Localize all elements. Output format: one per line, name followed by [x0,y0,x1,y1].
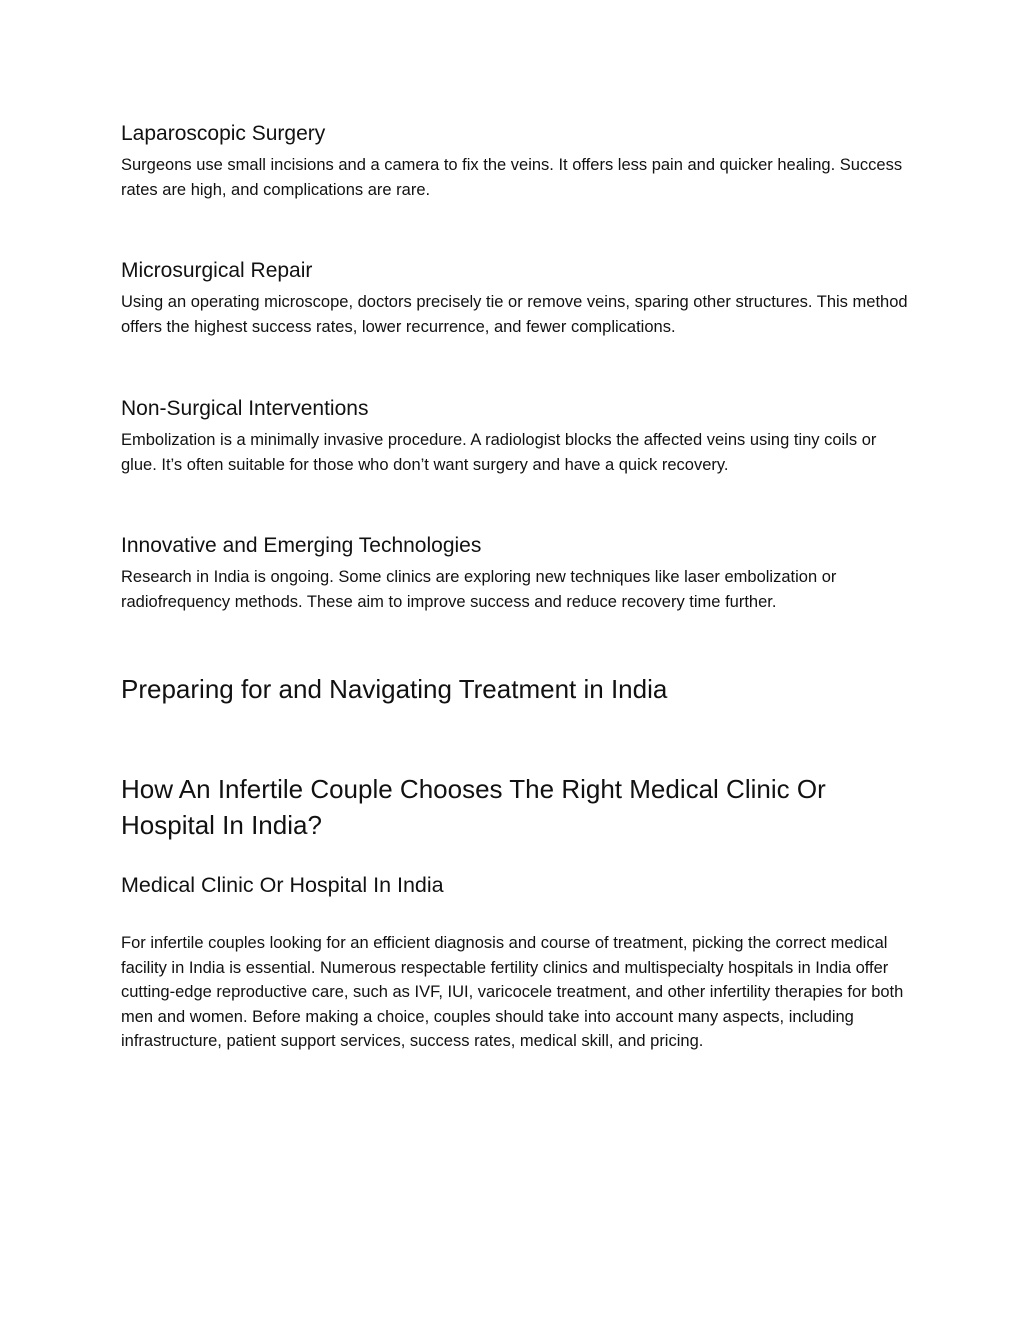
section-body: Surgeons use small incisions and a camera to fix the veins. It offers less pain and quicker healing. Success rates are high, and complications are rare. [121,156,903,199]
section-body: Embolization is a minimally invasive procedure. A radiologist blocks the affected veins using tiny coils or glue. It’s often suitable for those who don’t want surgery and have a quick recovery. [121,431,877,474]
clinic-body-block [121,931,911,1054]
preparing-heading-block [121,671,911,707]
section-body: Using an operating microscope, doctors precisely tie or remove veins, sparing other structures. This method offers the highest success rates, lower recurrence, and fewer complications. [121,293,908,336]
section-body: Research in India is ongoing. Some clinics are exploring new techniques like laser embolization or radiofrequency methods. These aim to improve success and reduce recovery time further. [121,568,837,611]
section-heading: Laparoscopic Surgery [121,122,326,145]
clinic-subheading-block [121,871,911,899]
section-heading: Non-Surgical Interventions [121,397,369,420]
section-heading: Microsurgical Repair [121,259,313,282]
choose-clinic-heading: How An Infertile Couple Chooses The Right Medical Clinic Or Hospital In India? [121,774,826,840]
section-non-surgical-interventions [121,396,911,477]
section-heading: Innovative and Emerging Technologies [121,534,482,557]
preparing-heading: Preparing for and Navigating Treatment in India [121,674,668,704]
clinic-body: For infertile couples looking for an efficient diagnosis and course of treatment, picking the correct medical facility in India is essential. Numerous respectable fertility clinics and multispecialty hospitals in India offer cutting-edge reproductive care, such as IVF, IUI, varicocele treatment, and other infertility therapies for both men and women. Before making a choice, couples should take into account many aspects, including infrastructure, patient support services, success rates, medical skill, and pricing. [121,934,904,1050]
choose-heading-block [121,771,881,843]
section-laparoscopic-surgery [121,121,911,202]
section-innovative-technologies [121,533,911,614]
section-microsurgical-repair [121,258,911,339]
clinic-subheading: Medical Clinic Or Hospital In India [121,873,444,897]
